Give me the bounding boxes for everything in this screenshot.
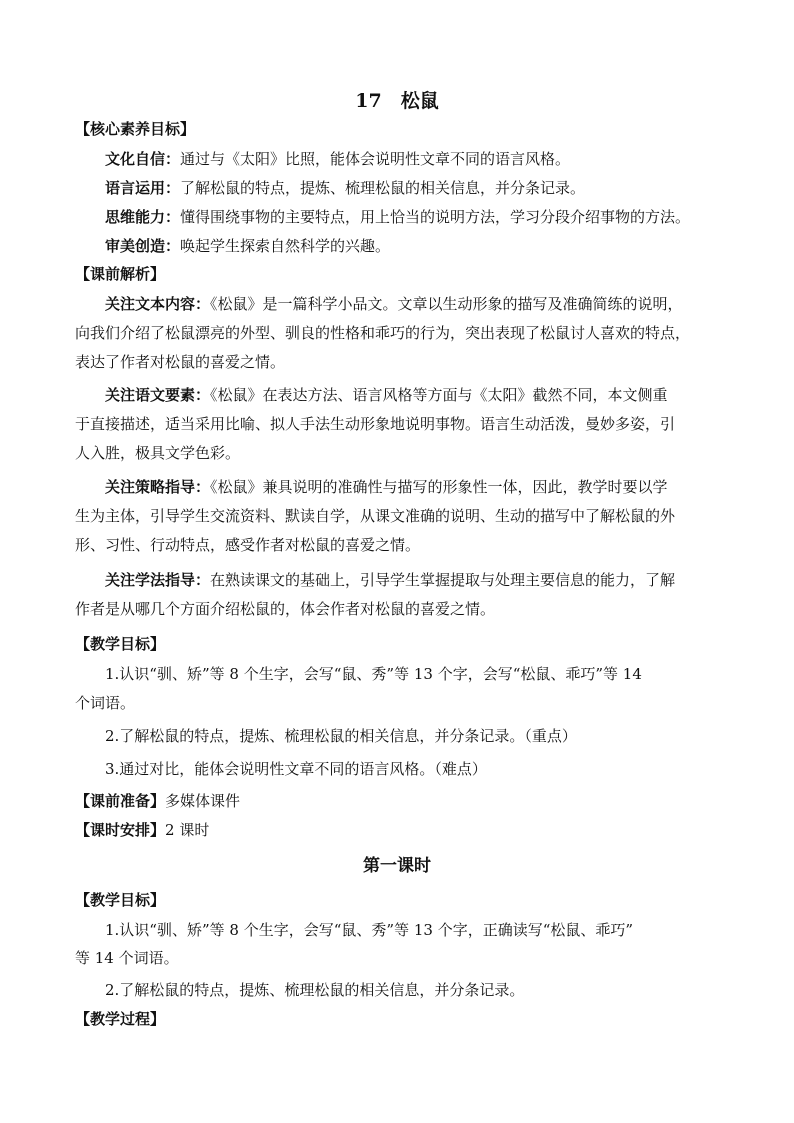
analysis-text-line: 生为主体，引导学生交流资料、默读自学，从课文准确的说明、生动的描写中了解松鼠的外 bbox=[75, 507, 676, 525]
analysis-text-line: 向我们介绍了松鼠漂亮的外型、驯良的性格和乖巧的行为，突出表现了松鼠讨人喜欢的特点， bbox=[75, 324, 691, 342]
core-goal-label: 文化自信： bbox=[105, 150, 181, 168]
analysis-text: 《松鼠》是一篇科学小品文。文章以生动形象的描写及准确简练的说明， bbox=[210, 295, 683, 313]
analysis-text-line bbox=[105, 294, 683, 314]
lesson1-goal-item: 1.认识“驯、矫”等 8 个生字，会写“鼠、秀”等 13 个字，正确读写“松鼠、乖巧” bbox=[105, 921, 634, 939]
teaching-goal-item: 1.认识“驯、矫”等 8 个生字，会写“鼠、秀”等 13 个字，会写“松鼠、乖巧”等 14 bbox=[105, 665, 642, 683]
core-goal-language bbox=[105, 178, 585, 198]
analysis-text: 《松鼠》兼具说明的准确性与描写的形象性一体，因此，教学时要以学 bbox=[210, 478, 668, 496]
lesson-title: 17 松鼠 bbox=[355, 90, 439, 112]
schedule-line bbox=[75, 820, 209, 840]
process-header: 【教学过程】 bbox=[75, 1010, 166, 1028]
core-goal-culture bbox=[105, 149, 570, 169]
analysis-label: 关注学法指导： bbox=[105, 571, 211, 589]
teaching-goal-item: 个词语。 bbox=[75, 694, 136, 712]
analysis-label: 关注策略指导： bbox=[105, 478, 211, 496]
core-goal-aesthetic bbox=[105, 236, 390, 256]
lesson1-goal-item: 等 14 个词语。 bbox=[75, 949, 179, 967]
core-goal-label: 审美创造： bbox=[105, 237, 181, 255]
schedule-text: 2 课时 bbox=[165, 821, 210, 839]
analysis-text-line: 表达了作者对松鼠的喜爱之情。 bbox=[75, 353, 286, 371]
core-goal-text: 了解松鼠的特点，提炼、梳理松鼠的相关信息，并分条记录。 bbox=[180, 179, 586, 197]
core-goal-label: 思维能力： bbox=[105, 208, 181, 226]
teaching-goal-item: 3.通过对比，能体会说明性文章不同的语言风格。（难点） bbox=[105, 760, 487, 778]
core-goal-thinking bbox=[105, 207, 690, 227]
analysis-label: 关注文本内容： bbox=[105, 295, 211, 313]
analysis-text: 在熟读课文的基础上，引导学生掌握提取与处理主要信息的能力，了解 bbox=[210, 571, 676, 589]
analysis-text-line: 形、习性、行动特点，感受作者对松鼠的喜爱之情。 bbox=[75, 536, 421, 554]
lesson1-goal-item: 2.了解松鼠的特点，提炼、梳理松鼠的相关信息，并分条记录。 bbox=[105, 981, 525, 999]
analysis-text-line: 于直接描述，适当采用比喻、拟人手法生动形象地说明事物。语言生动活泼，曼妙多姿，引 bbox=[75, 415, 676, 433]
analysis-text-line: 作者是从哪几个方面介绍松鼠的，体会作者对松鼠的喜爱之情。 bbox=[75, 600, 496, 618]
analysis-text-line bbox=[105, 570, 675, 590]
lesson1-goals-header: 【教学目标】 bbox=[75, 891, 166, 909]
analysis-text-line bbox=[105, 477, 668, 497]
analysis-text-line bbox=[105, 385, 668, 405]
analysis-text: 《松鼠》在表达方法、语言风格等方面与《太阳》截然不同，本文侧重 bbox=[210, 386, 668, 404]
teaching-goals-header: 【教学目标】 bbox=[75, 635, 166, 653]
core-goal-text: 通过与《太阳》比照，能体会说明性文章不同的语言风格。 bbox=[180, 150, 571, 168]
lesson1-title: 第一课时 bbox=[363, 856, 431, 876]
schedule-header: 【课时安排】 bbox=[75, 821, 166, 839]
core-goal-text: 懂得围绕事物的主要特点，用上恰当的说明方法，学习分段介绍事物的方法。 bbox=[180, 208, 691, 226]
prep-text: 多媒体课件 bbox=[165, 792, 241, 810]
core-goal-text: 唤起学生探索自然科学的兴趣。 bbox=[180, 237, 391, 255]
core-goals-header: 【核心素养目标】 bbox=[75, 120, 196, 138]
analysis-label: 关注语文要素： bbox=[105, 386, 211, 404]
prep-line bbox=[75, 791, 240, 811]
prep-header: 【课前准备】 bbox=[75, 792, 166, 810]
pre-analysis-header: 【课前解析】 bbox=[75, 265, 166, 283]
analysis-text-line: 人入胜，极具文学色彩。 bbox=[75, 444, 241, 462]
teaching-goal-item: 2.了解松鼠的特点，提炼、梳理松鼠的相关信息，并分条记录。（重点） bbox=[105, 727, 577, 745]
core-goal-label: 语言运用： bbox=[105, 179, 181, 197]
